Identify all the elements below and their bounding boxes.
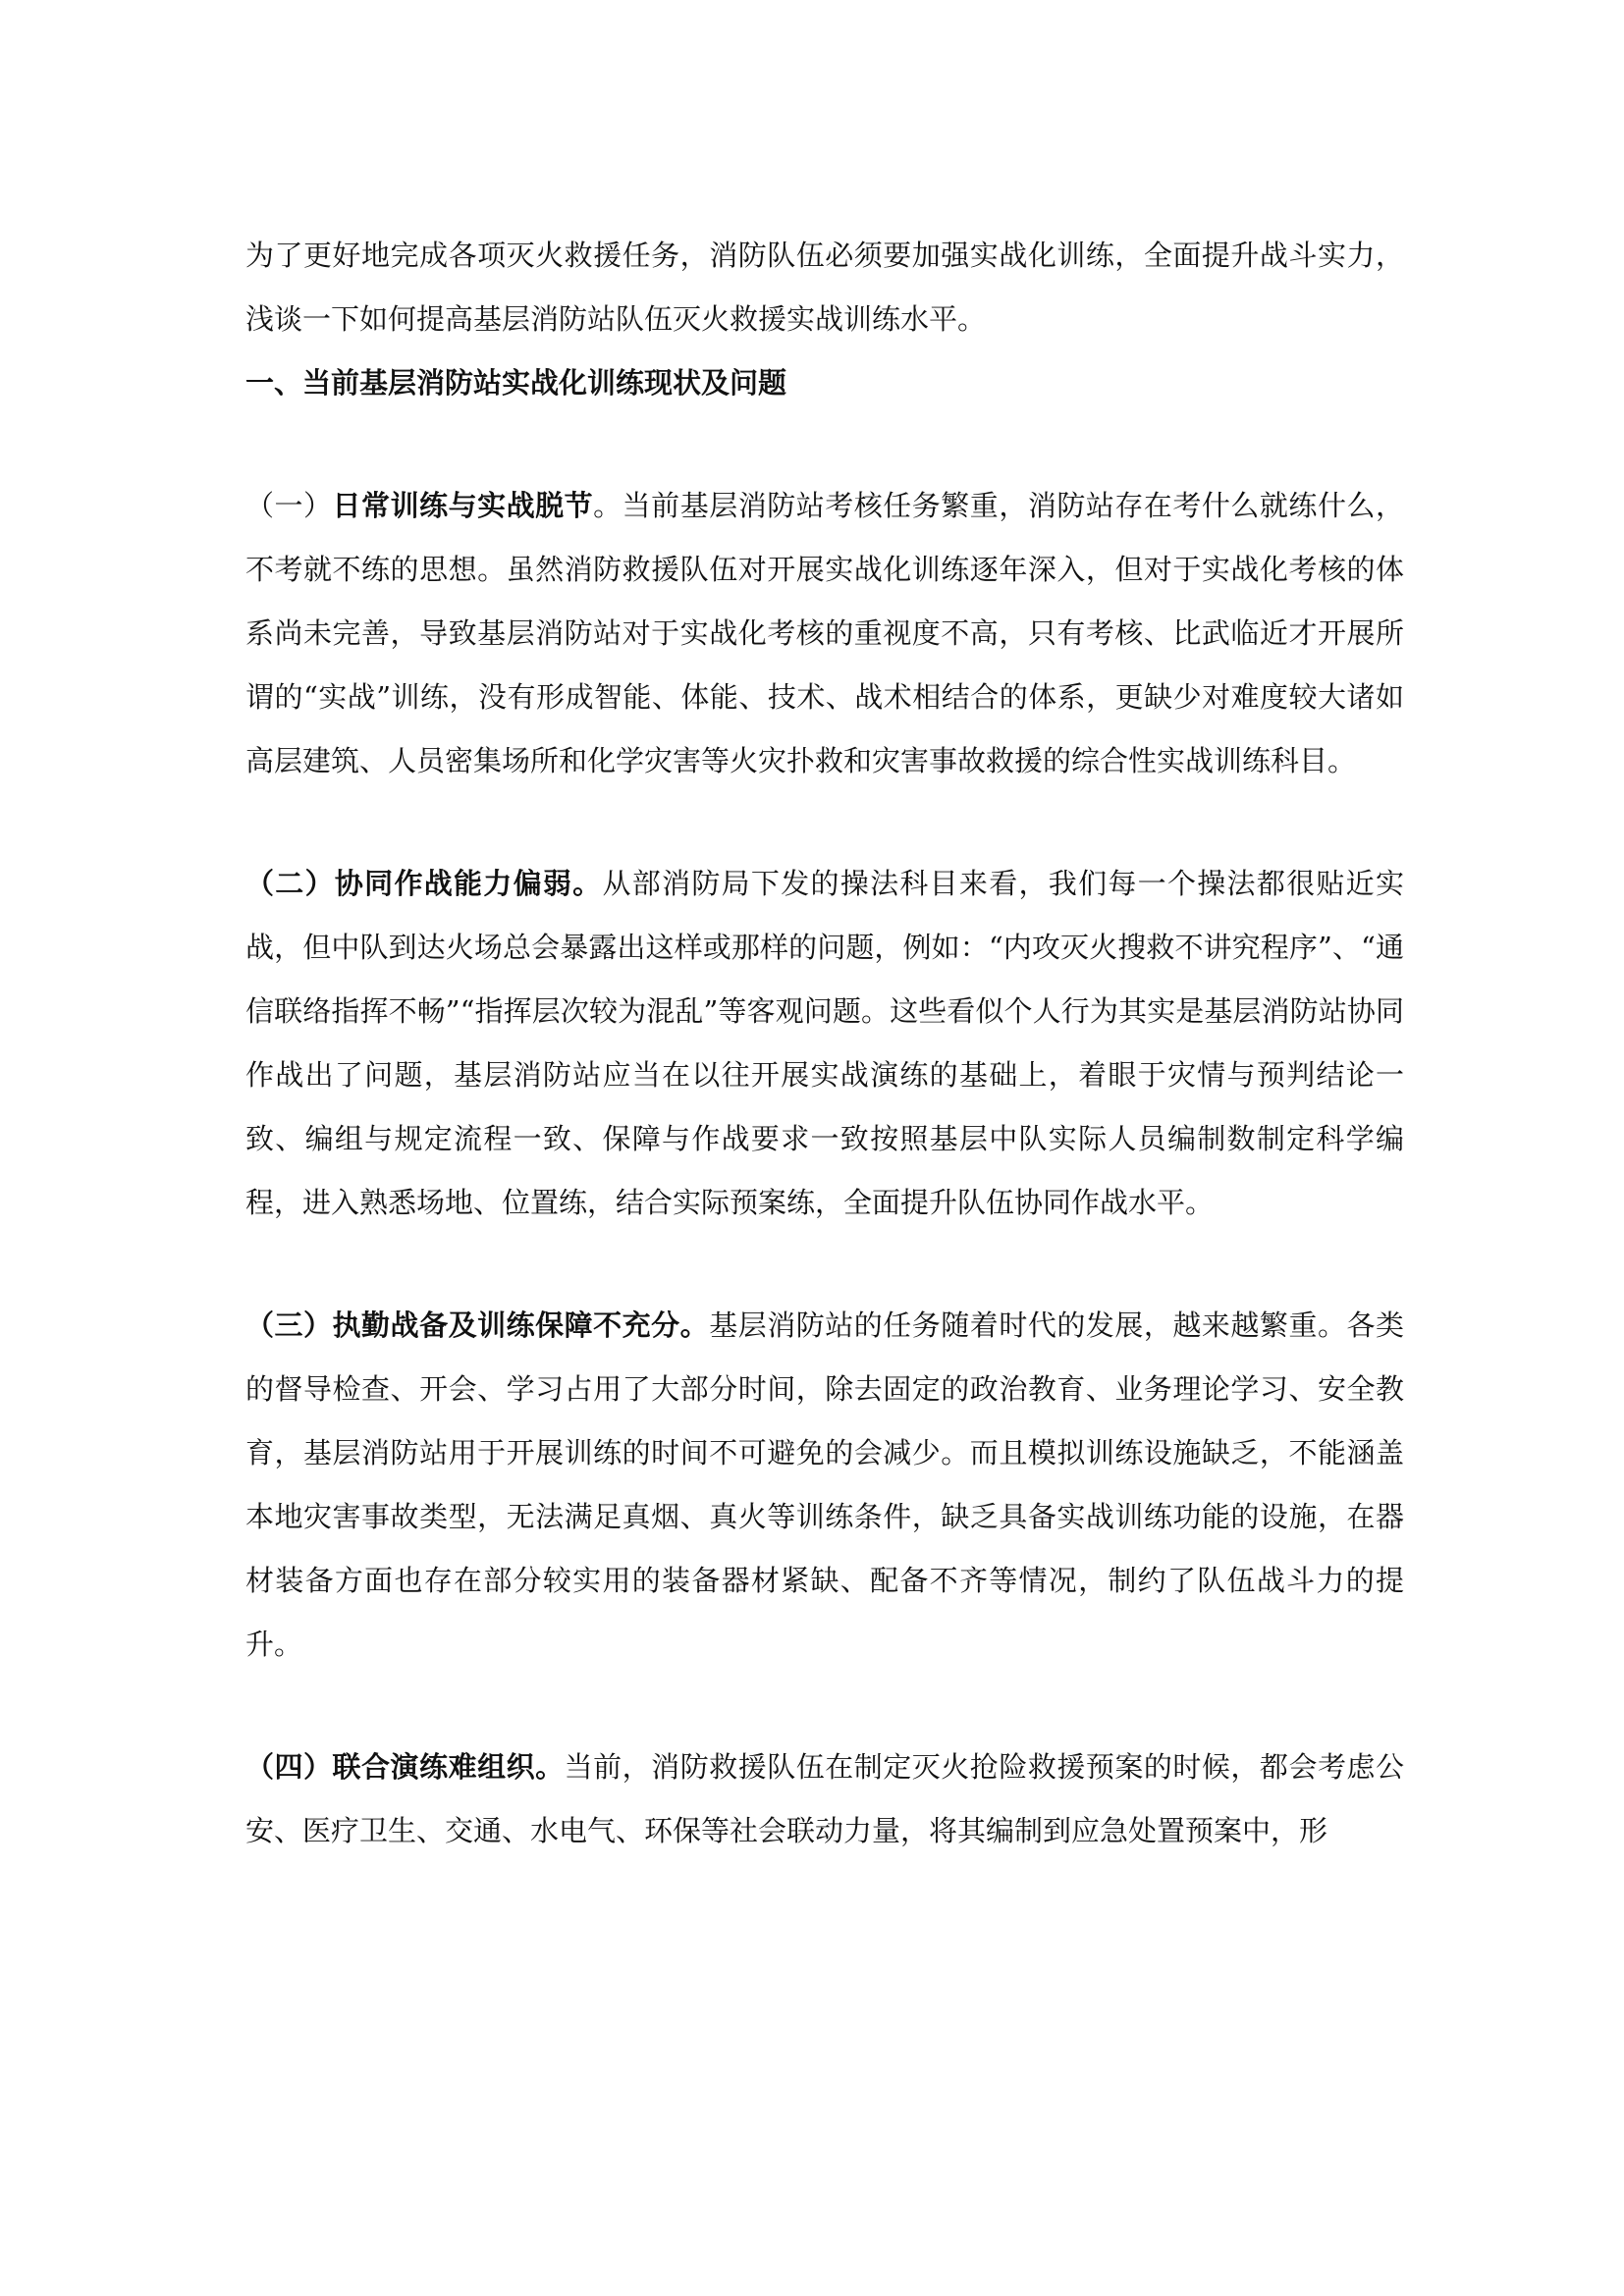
document-page — [245, 224, 1404, 1863]
paragraph-item-1 — [245, 474, 1404, 793]
paragraph-item-3 — [245, 1294, 1404, 1677]
item-title: （三）执勤战备及训练保障不充分。 — [245, 1308, 710, 1342]
paragraph-item-2 — [245, 852, 1404, 1235]
item-title: （二）协同作战能力偏弱。 — [245, 867, 603, 900]
item-title: 日常训练与实战脱节 — [332, 489, 594, 522]
item-body: 当前，消防救援队伍在制定灭火抢险救援预案的时候，都会考虑公安、医疗卫生、交通、水电气、环保等社会联动力量，将其编制到应急处置预案中，形 — [245, 1750, 1404, 1847]
item-body: 从部消防局下发的操法科目来看，我们每一个操法都很贴近实战，但中队到达火场总会暴露出这样或那样的问题，例如：“内攻灭火搜救不讲究程序”、“通信联络指挥不畅”“指挥层次较为混乱”等客观问题。这些看似个人行为其实是基层消防站协同作战出了问题，基层消防站应当在以往开展实战演练的基础上，着眼于灾情与预判结论一致、编组与规定流程一致、保障与作战要求一致按照基层中队实际人员编制数制定科学编程，进入熟悉场地、位置练，结合实际预案练，全面提升队伍协同作战水平。 — [245, 867, 1404, 1219]
intro-paragraph: 为了更好地完成各项灭火救援任务，消防队伍必须要加强实战化训练，全面提升战斗实力，浅谈一下如何提高基层消防站队伍灭火救援实战训练水平。 — [245, 239, 1404, 336]
section-heading: 一、当前基层消防站实战化训练现状及问题 — [245, 366, 787, 400]
item-body: 基层消防站的任务随着时代的发展，越来越繁重。各类的督导检查、开会、学习占用了大部分时间，除去固定的政治教育、业务理论学习、安全教育，基层消防站用于开展训练的时间不可避免的会减少。而且模拟训练设施缺乏，不能涵盖本地灾害事故类型，无法满足真烟、真火等训练条件，缺乏具备实战训练功能的设施，在器材装备方面也存在部分较实用的装备器材紧缺、配备不齐等情况，制约了队伍战斗力的提升。 — [245, 1308, 1404, 1661]
item-title: （四）联合演练难组织。 — [245, 1750, 565, 1784]
item-body: 。当前基层消防站考核任务繁重，消防站存在考什么就练什么，不考就不练的思想。虽然消防救援队伍对开展实战化训练逐年深入，但对于实战化考核的体系尚未完善，导致基层消防站对于实战化考核的重视度不高，只有考核、比武临近才开展所谓的“实战”训练，没有形成智能、体能、技术、战术相结合的体系，更缺少对难度较大诸如高层建筑、人员密集场所和化学灾害等火灾扑救和灾害事故救援的综合性实战训练科目。 — [245, 489, 1404, 777]
item-lead: （一） — [245, 489, 333, 522]
paragraph-item-4 — [245, 1735, 1404, 1863]
